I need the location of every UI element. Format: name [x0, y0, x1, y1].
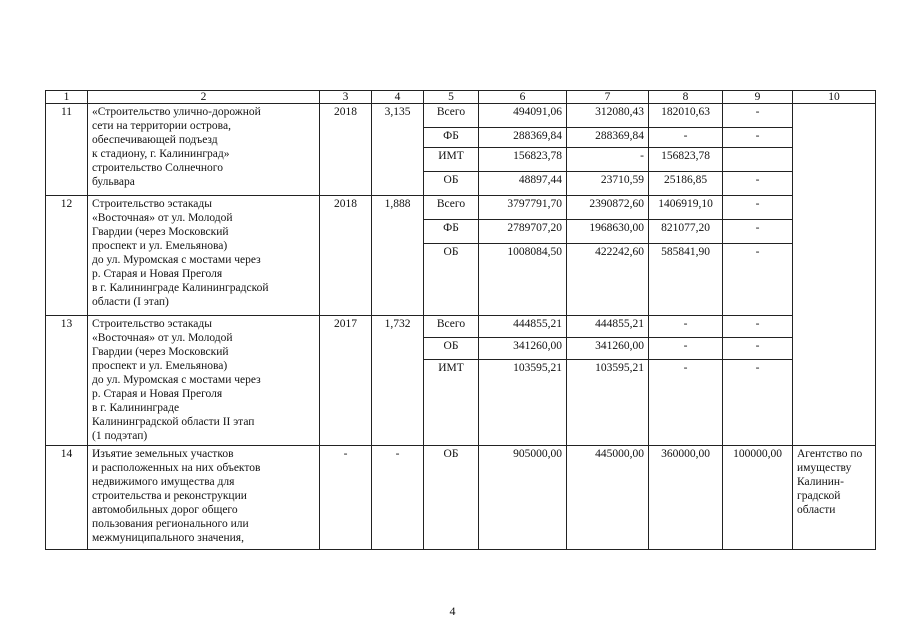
header-cell: 4 — [372, 91, 424, 104]
year-cell: 2018 — [320, 196, 372, 316]
amount-col9: - — [723, 104, 793, 128]
amount-col9: - — [723, 128, 793, 148]
amount-col8: 585841,90 — [649, 244, 723, 316]
header-cell: 1 — [46, 91, 88, 104]
row-number: 13 — [46, 316, 88, 446]
amount-col7: 312080,43 — [567, 104, 649, 128]
budget-table — [45, 90, 876, 550]
amount-total: 156823,78 — [479, 148, 567, 172]
funding-source: ИМТ — [424, 360, 479, 446]
funding-source: ФБ — [424, 220, 479, 244]
amount-col9: - — [723, 244, 793, 316]
length-cell: 1,732 — [372, 316, 424, 446]
funding-source: Всего — [424, 316, 479, 338]
funding-source: ИМТ — [424, 148, 479, 172]
amount-col8: 25186,85 — [649, 172, 723, 196]
amount-col8: 182010,63 — [649, 104, 723, 128]
row-number: 12 — [46, 196, 88, 316]
amount-total: 2789707,20 — [479, 220, 567, 244]
page-number: 4 — [449, 604, 456, 618]
table-row — [46, 446, 876, 550]
amount-total: 3797791,70 — [479, 196, 567, 220]
year-cell: 2018 — [320, 104, 372, 196]
header-cell: 5 — [424, 91, 479, 104]
amount-col7: 288369,84 — [567, 128, 649, 148]
funding-source: Всего — [424, 104, 479, 128]
table-row — [46, 316, 876, 338]
header-cell: 6 — [479, 91, 567, 104]
funding-source: Всего — [424, 196, 479, 220]
header-cell: 3 — [320, 91, 372, 104]
header-cell: 8 — [649, 91, 723, 104]
header-cell: 7 — [567, 91, 649, 104]
amount-col8: 1406919,10 — [649, 196, 723, 220]
amount-col8: 360000,00 — [649, 446, 723, 550]
responsible-cell: Агентство по имуществу Калинин- градской области — [793, 446, 876, 550]
amount-col7: 103595,21 — [567, 360, 649, 446]
amount-col9: - — [723, 220, 793, 244]
row-number: 14 — [46, 446, 88, 550]
amount-col9 — [723, 148, 793, 172]
amount-col8: - — [649, 128, 723, 148]
amount-col9: - — [723, 172, 793, 196]
header-cell: 10 — [793, 91, 876, 104]
amount-total: 494091,06 — [479, 104, 567, 128]
year-cell: 2017 — [320, 316, 372, 446]
funding-source: ОБ — [424, 244, 479, 316]
row-number: 11 — [46, 104, 88, 196]
amount-col8: 821077,20 — [649, 220, 723, 244]
object-description: Строительство эстакады «Восточная» от ул. Молодой Гвардии (через Московский проспект и ул. Емельянова) до ул. Муромская с мостами через р. Старая и Новая Преголя в г. Калининграде Калининградской области II этап (1 подэтап) — [88, 316, 320, 446]
object-description: Строительство эстакады «Восточная» от ул. Молодой Гвардии (через Московский проспект и ул. Емельянова) до ул. Муромская с мостами через р. Старая и Новая Преголя в г. Калининграде Калининградской области (I этап) — [88, 196, 320, 316]
amount-col7: 2390872,60 — [567, 196, 649, 220]
length-cell: 3,135 — [372, 104, 424, 196]
amount-col9: - — [723, 338, 793, 360]
amount-col7: 422242,60 — [567, 244, 649, 316]
amount-total: 103595,21 — [479, 360, 567, 446]
amount-total: 905000,00 — [479, 446, 567, 550]
amount-total: 444855,21 — [479, 316, 567, 338]
amount-col7: - — [567, 148, 649, 172]
funding-source: ОБ — [424, 172, 479, 196]
amount-col7: 23710,59 — [567, 172, 649, 196]
amount-col8: 156823,78 — [649, 148, 723, 172]
amount-total: 1008084,50 — [479, 244, 567, 316]
header-cell: 2 — [88, 91, 320, 104]
table-row — [46, 104, 876, 128]
responsible-cell — [793, 104, 876, 446]
amount-col9: - — [723, 316, 793, 338]
amount-col7: 341260,00 — [567, 338, 649, 360]
amount-col7: 444855,21 — [567, 316, 649, 338]
amount-total: 288369,84 — [479, 128, 567, 148]
amount-col8: - — [649, 316, 723, 338]
year-cell: - — [320, 446, 372, 550]
header-cell: 9 — [723, 91, 793, 104]
object-description: «Строительство улично-дорожной сети на территории острова, обеспечивающей подъезд к стадиону, г. Калининград» строительство Солнечного бульвара — [88, 104, 320, 196]
object-description: Изъятие земельных участков и расположенных на них объектов недвижимого имущества для строительства и реконструкции автомобильных дорог общего пользования регионального или межмуниципального значения, — [88, 446, 320, 550]
table-body — [46, 91, 876, 550]
funding-source: ОБ — [424, 446, 479, 550]
amount-col9: - — [723, 360, 793, 446]
table-row — [46, 196, 876, 220]
length-cell: 1,888 — [372, 196, 424, 316]
amount-col7: 445000,00 — [567, 446, 649, 550]
amount-total: 48897,44 — [479, 172, 567, 196]
amount-col8: - — [649, 338, 723, 360]
amount-col9: 100000,00 — [723, 446, 793, 550]
length-cell: - — [372, 446, 424, 550]
amount-total: 341260,00 — [479, 338, 567, 360]
funding-source: ОБ — [424, 338, 479, 360]
funding-source: ФБ — [424, 128, 479, 148]
amount-col7: 1968630,00 — [567, 220, 649, 244]
amount-col9: - — [723, 196, 793, 220]
header-row — [46, 91, 876, 104]
amount-col8: - — [649, 360, 723, 446]
